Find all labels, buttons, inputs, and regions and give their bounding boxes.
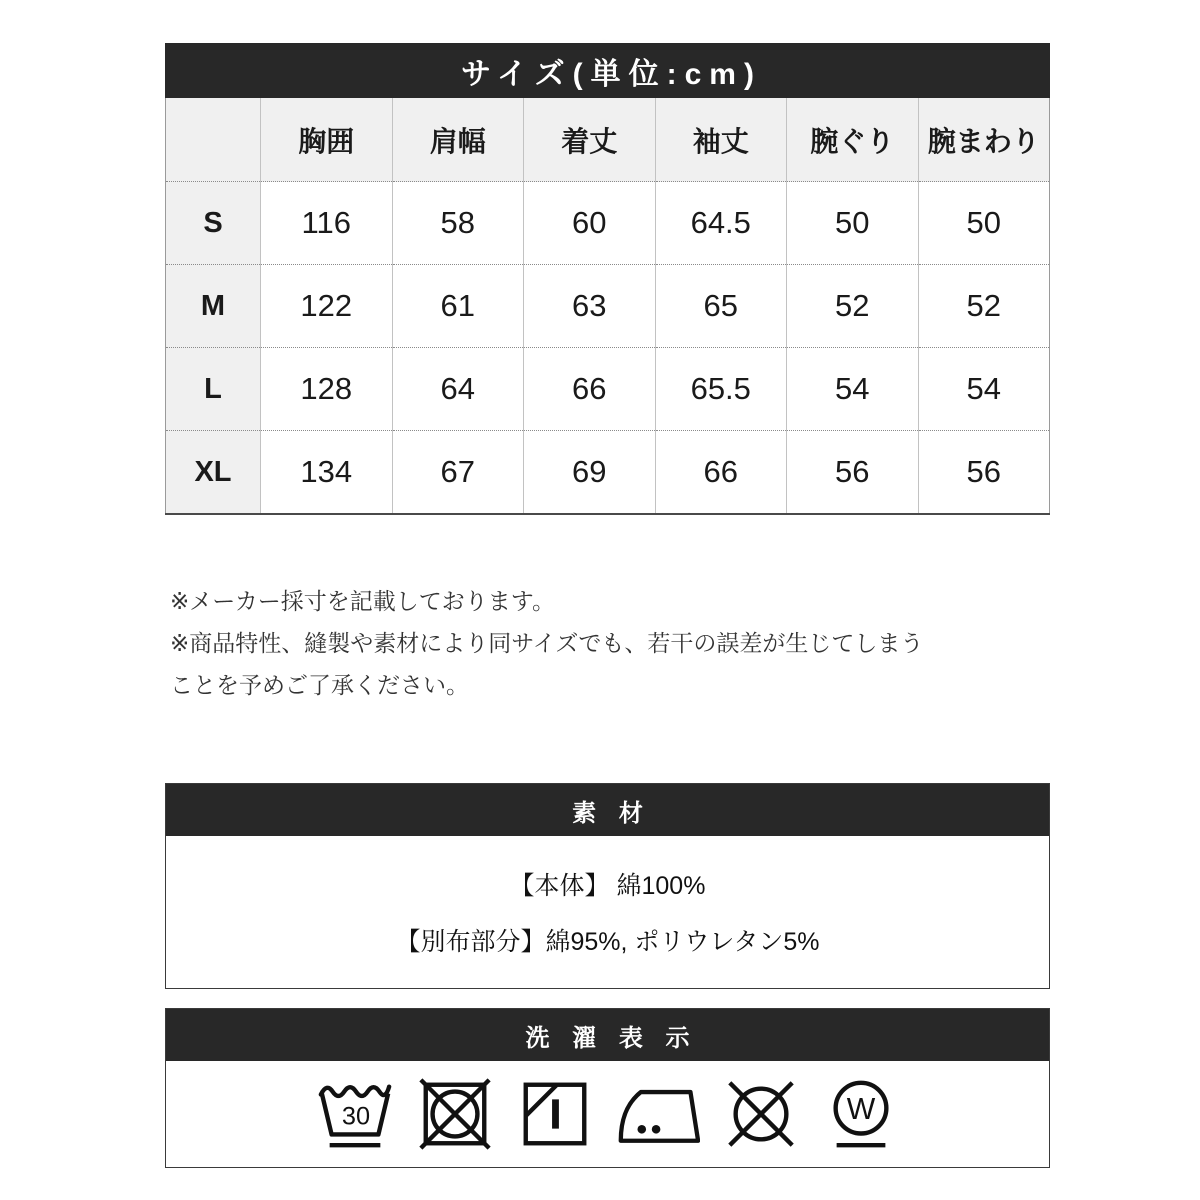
measurement-notes (170, 580, 1050, 706)
cell-value: 56 (918, 431, 1050, 515)
material-secondary-fabric: 【別布部分】綿95%, ポリウレタン5% (395, 928, 820, 956)
material-main-fabric: 【本体】 綿100% (509, 872, 706, 900)
table-row-s (166, 182, 1050, 265)
care-title: 洗 濯 表 示 (166, 1009, 1049, 1061)
note-line-3: ことを予めご了承ください。 (170, 672, 469, 698)
cell-value: 134 (261, 431, 393, 515)
table-row-xl (166, 431, 1050, 515)
cell-value: 56 (787, 431, 919, 515)
cell-value: 61 (392, 265, 524, 348)
cell-value: 66 (655, 431, 787, 515)
cell-value: 66 (524, 348, 656, 431)
care-symbols-row (166, 1061, 1049, 1167)
column-header-armhole: 腕ぐり (787, 98, 919, 182)
material-title: 素 材 (166, 784, 1049, 836)
cell-value: 65.5 (655, 348, 787, 431)
table-row-l (166, 348, 1050, 431)
cell-value: 64.5 (655, 182, 787, 265)
cell-value: 54 (918, 348, 1050, 431)
cell-value: 65 (655, 265, 787, 348)
svg-text:30: 30 (341, 1102, 370, 1131)
cell-value: 128 (261, 348, 393, 431)
note-line-2: ※商品特性、縫製や素材により同サイズでも、若干の誤差が生じてしまう (170, 630, 924, 656)
cell-value: 50 (787, 182, 919, 265)
material-body (166, 836, 1049, 988)
cell-value: 69 (524, 431, 656, 515)
cell-value: 60 (524, 182, 656, 265)
iron-medium-two-dots-icon (616, 1075, 700, 1153)
corner-cell (166, 98, 261, 182)
wet-clean-gentle-icon (822, 1075, 900, 1153)
size-table-section (165, 43, 1050, 515)
cell-value: 50 (918, 182, 1050, 265)
note-line-1: ※メーカー採寸を記載しております。 (170, 588, 555, 614)
cell-value: 67 (392, 431, 524, 515)
size-label: XL (166, 431, 261, 515)
care-section (165, 1008, 1050, 1168)
cell-value: 52 (787, 265, 919, 348)
column-header-arm-circumference: 腕まわり (918, 98, 1050, 182)
wash-30-gentle-icon (316, 1075, 394, 1153)
cell-value: 64 (392, 348, 524, 431)
hang-dry-in-shade-icon (516, 1075, 594, 1153)
cell-value: 122 (261, 265, 393, 348)
size-table-title: サイズ(単位:cm) (165, 43, 1050, 98)
column-header-length: 着丈 (524, 98, 656, 182)
size-table-header-row (166, 98, 1050, 182)
cell-value: 116 (261, 182, 393, 265)
cell-value: 54 (787, 348, 919, 431)
svg-text:W: W (846, 1092, 875, 1126)
cell-value: 63 (524, 265, 656, 348)
column-header-sleeve: 袖丈 (655, 98, 787, 182)
do-not-tumble-dry-icon (416, 1075, 494, 1153)
size-label: S (166, 182, 261, 265)
column-header-chest: 胸囲 (261, 98, 393, 182)
size-table (165, 98, 1050, 515)
do-not-dry-clean-icon (722, 1075, 800, 1153)
table-row-m (166, 265, 1050, 348)
cell-value: 58 (392, 182, 524, 265)
material-section (165, 783, 1050, 989)
cell-value: 52 (918, 265, 1050, 348)
size-label: M (166, 265, 261, 348)
column-header-shoulder: 肩幅 (392, 98, 524, 182)
size-label: L (166, 348, 261, 431)
